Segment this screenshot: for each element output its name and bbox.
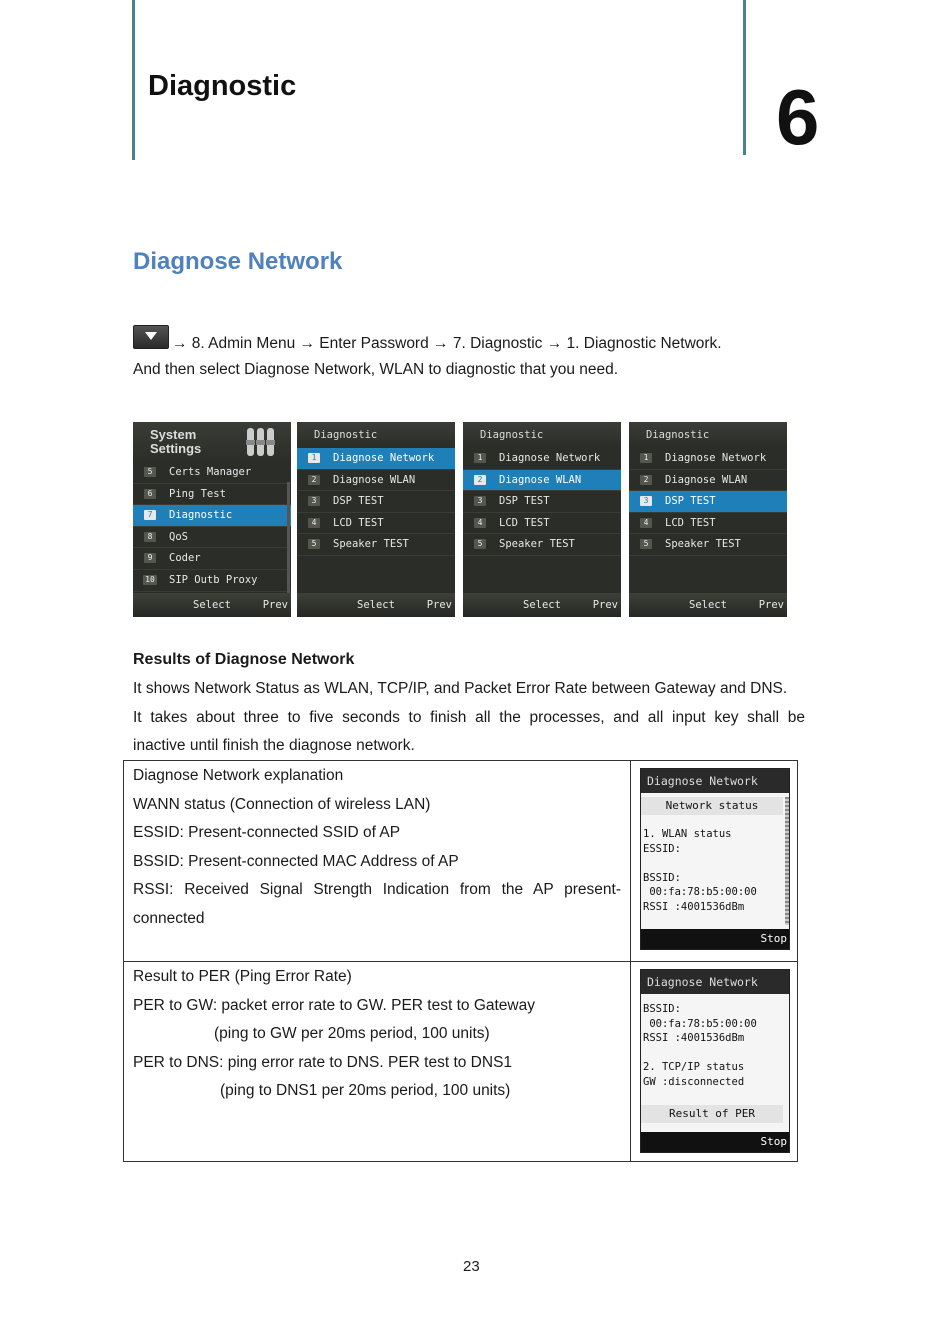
menu-item[interactable] — [629, 448, 787, 470]
item-number: 1 — [308, 453, 320, 463]
mini-screen-header: Diagnose Network — [641, 769, 789, 793]
item-label: LCD TEST — [499, 516, 550, 529]
menu-item[interactable] — [463, 491, 621, 513]
menu-item-selected[interactable] — [629, 491, 787, 513]
settings-sliders-icon — [247, 428, 281, 458]
results-para2-line1: It takes about three to five seconds to finish all the processes, and all input key shall be — [133, 709, 805, 726]
item-label: Diagnose Network — [665, 452, 767, 464]
results-para2-line2: inactive until finish the diagnose network. — [133, 737, 415, 754]
row1-line: WANN status (Connection of wireless LAN) — [133, 795, 431, 813]
item-number: 5 — [640, 539, 652, 549]
mini-line: 00:fa:78:b5:00:00 — [643, 886, 757, 898]
menu-item-selected[interactable] — [463, 470, 621, 492]
item-label: Diagnose WLAN — [665, 473, 748, 486]
diagnostic-screen-3 — [629, 422, 787, 617]
item-number: 5 — [144, 467, 156, 477]
item-label: LCD TEST — [665, 516, 716, 529]
item-number: 3 — [474, 496, 486, 506]
item-label: Speaker TEST — [499, 538, 575, 551]
page-number: 23 — [463, 1258, 480, 1275]
column-divider — [630, 761, 631, 1161]
menu-down-key-icon — [133, 325, 169, 349]
mini-line: RSSI :4001536dBm — [643, 900, 745, 913]
row-divider — [124, 961, 797, 962]
mini-scrollbar — [785, 797, 789, 925]
navigation-path: → 8. Admin Menu → Enter Password → 7. Diagnostic → 1. Diagnostic Network. — [172, 335, 722, 352]
screen-footer — [297, 593, 455, 617]
explanation-table — [123, 760, 798, 1162]
menu-item-selected[interactable] — [297, 448, 455, 470]
item-label: Speaker TEST — [665, 538, 741, 551]
mini-line — [641, 856, 789, 871]
item-label: Ping Test — [169, 487, 226, 500]
item-label: DSP TEST — [499, 495, 550, 508]
item-number: 2 — [474, 475, 486, 485]
menu-item[interactable] — [133, 484, 291, 506]
menu-item-selected[interactable] — [133, 505, 291, 527]
item-number: 7 — [144, 510, 156, 520]
mini-status-label: Network status — [641, 797, 783, 815]
mini-screen-header: Diagnose Network — [641, 970, 789, 994]
item-number: 4 — [474, 518, 486, 528]
item-label: QoS — [169, 530, 188, 543]
chapter-title: Diagnostic — [148, 70, 297, 102]
per-result-screen — [640, 969, 790, 1153]
item-number: 1 — [640, 453, 652, 463]
chapter-right-rule — [743, 0, 746, 155]
item-number: 4 — [640, 518, 652, 528]
instruction-text: And then select Diagnose Network, WLAN to diagnostic that you need. — [133, 361, 619, 378]
network-status-screen — [640, 768, 790, 950]
item-label: Certs Manager — [169, 466, 252, 478]
row2-text — [133, 963, 621, 1106]
item-label: Speaker TEST — [333, 538, 409, 551]
screen-title: Diagnostic — [629, 422, 787, 448]
item-label: Diagnose Network — [333, 452, 435, 464]
results-title: Results of Diagnose Network — [133, 651, 355, 668]
item-label: SIP Outb Proxy — [169, 573, 258, 586]
row1-line: ESSID: Present-connected SSID of AP — [133, 824, 401, 841]
item-label: DSP TEST — [333, 495, 384, 508]
row1-line: RSSI: Received Signal Strength Indication from the AP present- — [133, 881, 621, 898]
stop-softkey[interactable]: Stop — [641, 929, 789, 949]
chapter-left-rule — [132, 0, 135, 160]
prev-softkey[interactable]: Prev — [758, 599, 784, 611]
mini-line: 00:fa:78:b5:00:00 — [643, 1017, 757, 1030]
mini-line — [641, 1046, 789, 1061]
menu-item[interactable] — [629, 534, 787, 556]
item-number: 5 — [474, 539, 486, 549]
mini-status-label: Result of PER — [641, 1105, 783, 1123]
row1-line: connected — [133, 909, 205, 927]
item-number: 2 — [640, 475, 652, 485]
row1-line: Diagnose Network explanation — [133, 767, 344, 784]
mini-line: RSSI :4001536dBm — [643, 1032, 745, 1044]
item-label: Diagnose WLAN — [333, 473, 416, 486]
prev-softkey[interactable]: Prev — [426, 599, 452, 611]
row2-line: (ping to DNS1 per 20ms period, 100 units) — [220, 1082, 511, 1099]
item-number: 3 — [640, 496, 652, 506]
item-label: Coder — [169, 552, 201, 565]
row2-line: (ping to GW per 20ms period, 100 units) — [214, 1025, 490, 1042]
mini-line: 1. WLAN status — [643, 828, 732, 840]
row1-line: BSSID: Present-connected MAC Address of AP — [133, 852, 459, 870]
menu-item[interactable] — [297, 513, 455, 535]
select-softkey[interactable]: Select — [193, 599, 231, 611]
diagnostic-screen-1 — [297, 422, 455, 617]
screen-footer — [133, 593, 291, 617]
item-label: Diagnose Network — [499, 452, 601, 464]
menu-item[interactable] — [463, 513, 621, 535]
select-softkey[interactable]: Select — [357, 599, 395, 611]
screen-title-line2: Settings — [150, 441, 202, 456]
screen-title: Diagnostic — [297, 422, 455, 448]
menu-item[interactable] — [297, 534, 455, 556]
item-number: 2 — [308, 475, 320, 485]
item-label: Diagnose WLAN — [499, 473, 582, 486]
screen-title: Diagnostic — [463, 422, 621, 448]
item-number: 6 — [144, 489, 156, 499]
prev-softkey[interactable]: Prev — [592, 599, 618, 611]
row1-text — [133, 762, 621, 933]
screen-header — [133, 422, 291, 462]
menu-item[interactable] — [463, 534, 621, 556]
row2-line: PER to DNS: ping error rate to DNS. PER test to DNS1 — [133, 1053, 513, 1071]
item-label: Diagnostic — [169, 509, 233, 522]
menu-item[interactable] — [133, 548, 291, 570]
mini-line: BSSID: — [643, 1003, 681, 1015]
item-number: 10 — [143, 575, 157, 585]
mini-line: ESSID: — [643, 842, 681, 855]
row2-line: Result to PER (Ping Error Rate) — [133, 968, 352, 985]
diagnostic-screen-2 — [463, 422, 621, 617]
item-label: LCD TEST — [333, 516, 384, 529]
screen-footer — [629, 593, 787, 617]
item-number: 9 — [144, 553, 156, 563]
menu-item[interactable] — [629, 470, 787, 492]
menu-item[interactable] — [133, 570, 291, 592]
mini-line: GW :disconnected — [643, 1075, 745, 1088]
menu-item[interactable] — [629, 513, 787, 535]
prev-softkey[interactable]: Prev — [262, 599, 288, 611]
screen-footer — [463, 593, 621, 617]
item-number: 1 — [474, 453, 486, 463]
menu-item[interactable] — [133, 462, 291, 484]
item-number: 4 — [308, 518, 320, 528]
menu-item[interactable] — [297, 470, 455, 492]
mini-line: 2. TCP/IP status — [643, 1061, 745, 1073]
stop-softkey[interactable]: Stop — [641, 1132, 789, 1152]
row2-line: PER to GW: packet error rate to GW. PER test to Gateway — [133, 996, 535, 1014]
screen-title-line1: System — [150, 427, 197, 442]
chapter-number: 6 — [776, 73, 820, 161]
select-softkey[interactable]: Select — [689, 599, 727, 611]
scrollbar[interactable] — [287, 482, 290, 594]
system-settings-screen — [133, 422, 291, 617]
item-number: 5 — [308, 539, 320, 549]
select-softkey[interactable]: Select — [523, 599, 561, 611]
menu-item[interactable] — [133, 527, 291, 549]
mini-line: BSSID: — [643, 871, 681, 884]
item-number: 8 — [144, 532, 156, 542]
section-title: Diagnose Network — [133, 248, 343, 275]
item-label: DSP TEST — [665, 495, 716, 508]
results-para1: It shows Network Status as WLAN, TCP/IP, and Packet Error Rate between Gateway and DNS. — [133, 680, 788, 697]
menu-item[interactable] — [297, 491, 455, 513]
item-number: 3 — [308, 496, 320, 506]
menu-item[interactable] — [463, 448, 621, 470]
